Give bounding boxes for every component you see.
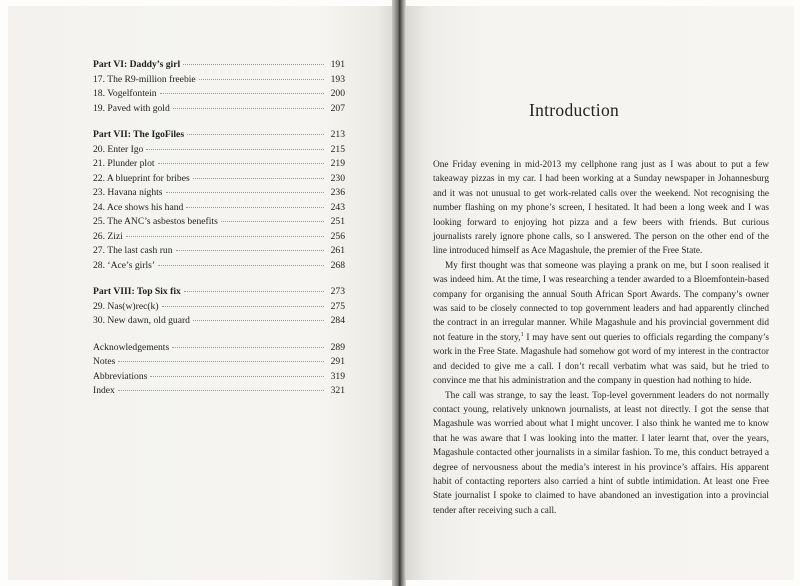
toc-entry[interactable] (93, 172, 345, 187)
toc-page-number: 251 (330, 216, 345, 227)
toc-leader-dots (158, 265, 324, 266)
toc-page-number: 273 (330, 286, 345, 297)
toc-entry[interactable] (93, 244, 345, 259)
toc-entry[interactable] (93, 102, 345, 117)
toc-page-number: 215 (330, 143, 345, 155)
paragraph-1: One Friday evening in mid-2013 my cellphone rang just as I was about to put a few takeaway pizzas in my car. I had been working at a Sunday newspaper in Johannesburg and it was not unusual to get work-related calls over the weekend. Not recognising the number flashing on my phone’s screen, I hesitated. It had been a long week and I was looking forward to enjoying hot pizza and a few beers with friends. But curious journalists rarely ignore phone calls, so I answered. The person on the other end of the line introduced himself as Ace Magashule, the premier of the Free State. (433, 160, 769, 257)
toc-page-number: 289 (330, 341, 345, 353)
toc-leader-dots (160, 93, 324, 94)
toc-entry[interactable] (93, 300, 345, 315)
chapter-title: Introduction (528, 100, 620, 120)
toc-entry-title: 20. Enter Igo (93, 143, 144, 155)
toc-leader-dots (221, 221, 324, 222)
table-of-contents (93, 58, 345, 411)
toc-page-number: 256 (330, 230, 345, 242)
toc-entry[interactable] (93, 341, 345, 356)
toc-page-number: 261 (330, 245, 345, 256)
toc-part-heading[interactable] (93, 128, 345, 143)
toc-leader-dots (184, 291, 324, 292)
toc-entry-title: Abbreviations (93, 370, 148, 382)
toc-page-number: 243 (330, 201, 345, 213)
toc-entry[interactable] (93, 87, 345, 102)
toc-entry-title: 21. Plunder plot (93, 158, 155, 169)
toc-page-number: 275 (330, 300, 345, 312)
toc-entry-title: 26. Zizi (93, 230, 123, 242)
toc-leader-dots (118, 390, 324, 391)
toc-part-heading[interactable] (93, 285, 345, 300)
toc-leader-dots (183, 64, 324, 65)
toc-entry-title: Notes (93, 356, 116, 367)
toc-leader-dots (118, 361, 324, 362)
toc-leader-dots (172, 347, 324, 348)
toc-page-number: 193 (330, 73, 345, 85)
toc-entry-title: Part VIII: Top Six fix (93, 286, 181, 297)
toc-page-number: 230 (330, 172, 345, 184)
toc-leader-dots (166, 192, 324, 193)
paragraph-2 (433, 259, 769, 389)
toc-entry-title: Acknowledgements (93, 341, 170, 353)
toc-entry-title: 25. The ANC’s asbestos benefits (93, 216, 218, 227)
toc-page-number: 219 (330, 158, 345, 169)
toc-entry-title: Part VII: The IgoFiles (93, 129, 185, 140)
toc-entry[interactable] (93, 230, 345, 245)
toc-leader-dots (199, 79, 324, 80)
toc-leader-dots (193, 320, 324, 321)
toc-entry-title: 28. ‘Ace’s girls’ (93, 259, 156, 271)
toc-entry[interactable] (93, 201, 345, 216)
toc-section (93, 128, 345, 273)
toc-entry-title: 24. Ace shows his hand (93, 201, 184, 213)
toc-leader-dots (193, 178, 324, 179)
toc-section (93, 285, 345, 329)
toc-entry-title: 30. New dawn, old guard (93, 315, 190, 326)
toc-entry[interactable] (93, 143, 345, 158)
toc-entry[interactable] (93, 384, 345, 399)
toc-page-number: 268 (330, 259, 345, 271)
toc-entry-title: 23. Havana nights (93, 187, 163, 198)
toc-page-number: 200 (330, 88, 345, 99)
toc-page-number: 291 (330, 356, 345, 367)
paragraph-2-text-before: My first thought was that someone was playing a prank on me, but I soon realised it was indeed him. At the time, I was researching a tender awarded to a Bloemfontein-based company for organising the annual South African Sport Awards. The company’s owner was said to be closely connected to top government leaders and had apparently clinched the contract in an irregular manner. While Magashule and his provincial government did not feature in the story, (433, 260, 769, 343)
toc-page-number: 191 (330, 59, 345, 70)
toc-page-number: 284 (330, 315, 345, 326)
toc-page-number: 319 (330, 370, 345, 382)
chapter-body (433, 158, 769, 518)
toc-entry[interactable] (93, 157, 345, 172)
paragraph-2-text-after: I may have sent out queries to officials regarding the company’s work in the Free State. Magashule had somehow got word of my interest in the contractor and decided to give me a call. I don’t recall verbatim what was said, but he tried to convince me that his administration and the company in question had nothing to hide. (433, 332, 769, 387)
toc-leader-dots (146, 149, 324, 150)
toc-entry-title: 27. The last cash run (93, 245, 173, 256)
toc-leader-dots (176, 250, 325, 251)
toc-entry-title: 19. Paved with gold (93, 102, 170, 114)
toc-leader-dots (158, 163, 324, 164)
toc-entry-title: 18. Vogelfontein (93, 88, 157, 99)
toc-leader-dots (162, 306, 324, 307)
toc-leader-dots (126, 236, 324, 237)
toc-entry[interactable] (93, 259, 345, 274)
toc-entry-title: 17. The R9-million freebie (93, 73, 196, 85)
toc-entry[interactable] (93, 314, 345, 329)
toc-leader-dots (187, 134, 324, 135)
toc-entry[interactable] (93, 73, 345, 88)
toc-page-number: 213 (330, 129, 345, 140)
toc-entry-title: Index (93, 385, 115, 396)
toc-entry-title: Part VI: Daddy’s girl (93, 59, 181, 70)
toc-entry-title: 29. Nas(w)rec(k) (93, 300, 159, 312)
toc-section (93, 341, 345, 399)
toc-entry[interactable] (93, 370, 345, 385)
paragraph-3: The call was strange, to say the least. Top-level government leaders do not normally contact young, relatively unknown journalists, at least not directly. I got the sense that Magashule was worried about what I might uncover. I also think he wanted me to know that he was aware that I was looking into the matter. I later learnt that, over the years, Magashule contacted other journalists in a similar fashion. To me, this conduct betrayed a degree of nervousness about the media’s interest in his province’s affairs. His apparent habit of contacting reporters also carried a hint of subtle intimidation. At least one Free State journalist I spoke to claimed to have abandoned an investigation into a provincial tender after receiving such a call. (433, 390, 769, 516)
book-gutter (392, 0, 406, 586)
toc-leader-dots (186, 207, 324, 208)
toc-part-heading[interactable] (93, 58, 345, 73)
toc-page-number: 207 (330, 102, 345, 114)
toc-entry[interactable] (93, 186, 345, 201)
toc-leader-dots (150, 376, 324, 377)
toc-page-number: 236 (330, 187, 345, 198)
toc-page-number: 321 (330, 385, 345, 396)
toc-entry[interactable] (93, 355, 345, 370)
toc-entry-title: 22. A blueprint for bribes (93, 172, 190, 184)
toc-section (93, 58, 345, 116)
footnote-marker[interactable]: 1 (520, 331, 524, 338)
toc-leader-dots (173, 108, 324, 109)
toc-entry[interactable] (93, 215, 345, 230)
